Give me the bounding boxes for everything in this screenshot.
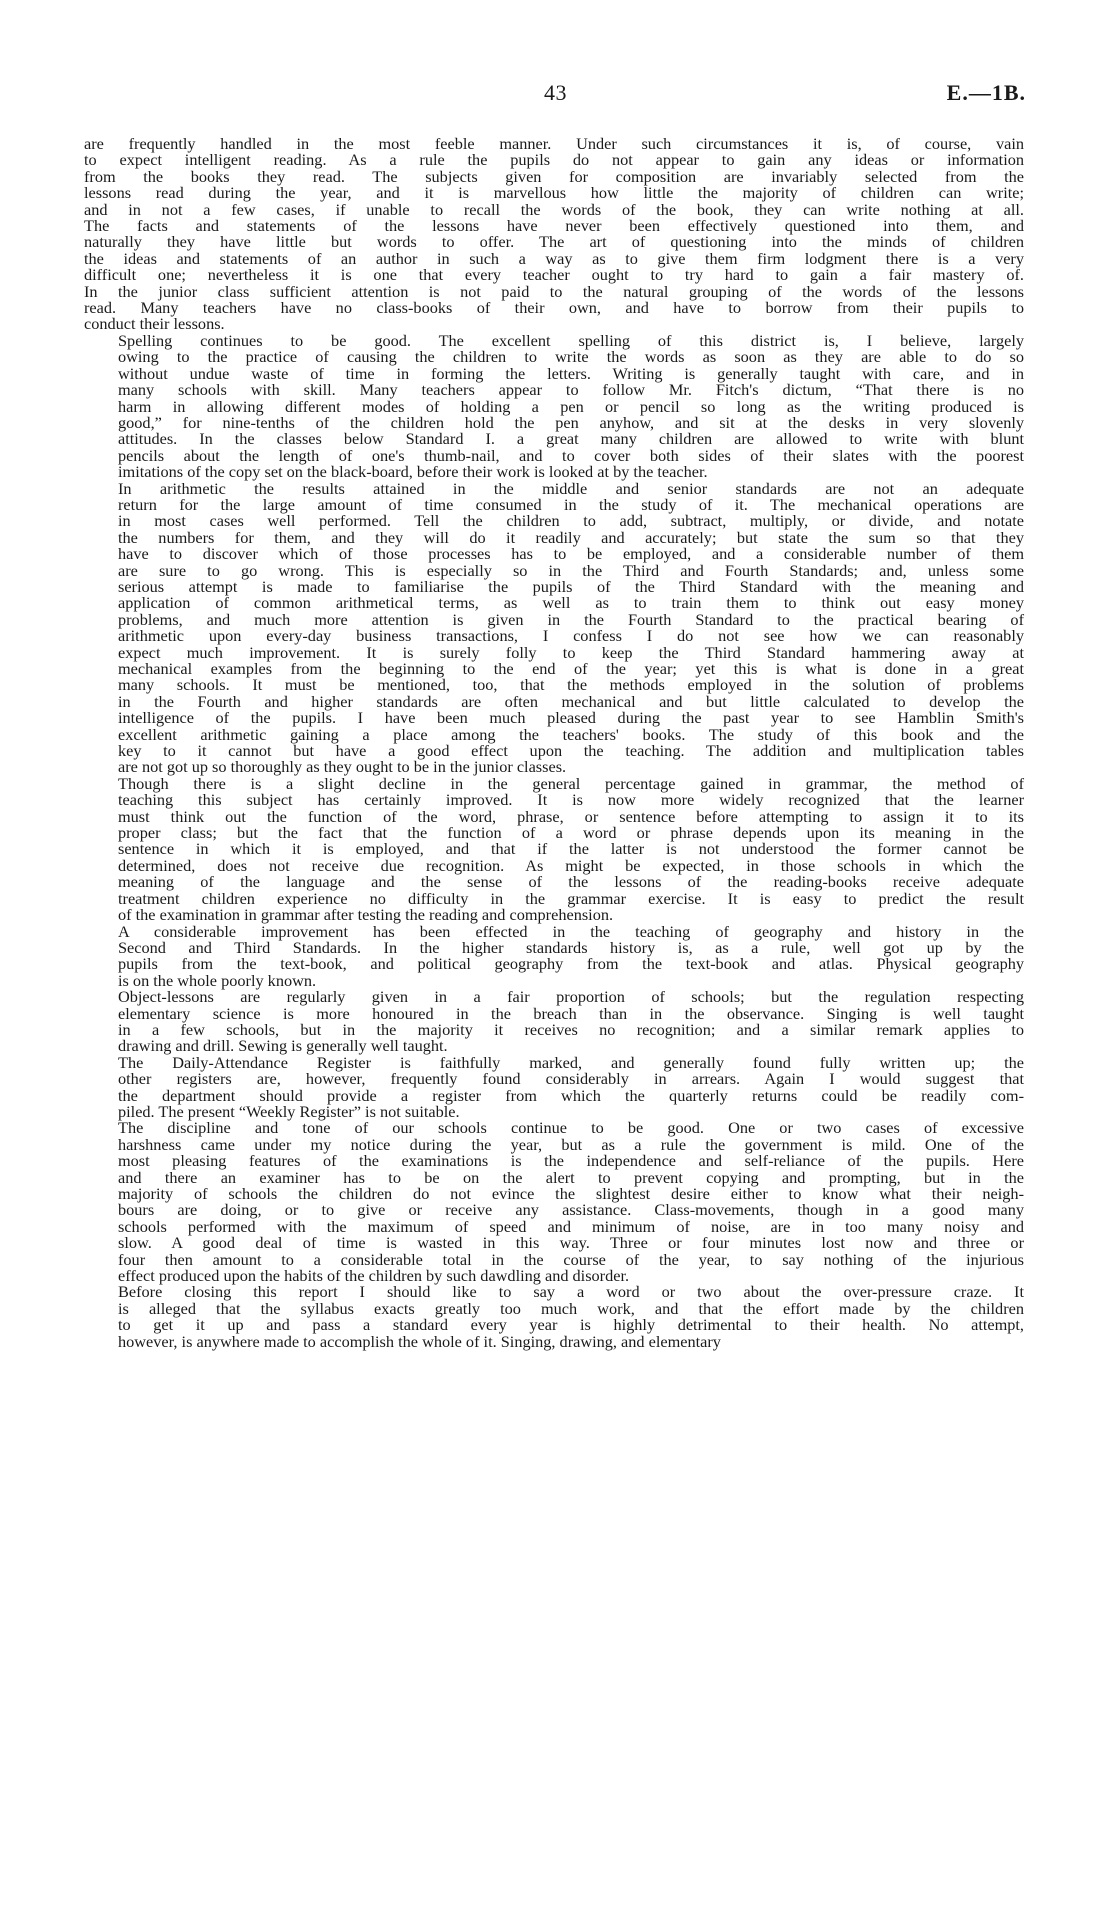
text-line: Though there is a slight decline in the general percentage gained in grammar, the method of <box>118 773 1024 793</box>
text-line: of the examination in grammar after testing the reading and comprehension. <box>118 905 614 925</box>
text-line: determined, does not receive due recognition. As might be expected, in those schools in which the <box>118 855 1024 875</box>
text-line: piled. The present “Weekly Register” is not suitable. <box>118 1101 460 1121</box>
paragraph <box>84 921 1024 990</box>
text-line: to get it up and pass a standard every year is highly detrimental to their health. No attempt, <box>118 1315 1024 1335</box>
text-line: the numbers for them, and they will do it readily and accurately; but state the sum so that they <box>118 527 1024 547</box>
paragraph <box>84 1120 1024 1284</box>
text-line: sentence in which it is employed, and that if the latter is not understood the former cannot be <box>118 839 1024 859</box>
text-line: and there an examiner has to be on the alert to prevent copying and prompting, but in the <box>118 1167 1024 1187</box>
text-line: in a few schools, but in the majority it receives no recognition; and a similar remark applies to <box>118 1019 1024 1039</box>
text-line: must think out the function of the word, phrase, or sentence before attempting to assign it to its <box>118 806 1024 826</box>
text-line: imitations of the copy set on the black-board, before their work is looked at by the teacher. <box>118 462 708 482</box>
page-header <box>0 80 1114 114</box>
text-line: excellent arithmetic gaining a place among the teachers' books. The study of this book and the <box>118 724 1024 744</box>
paragraph <box>84 330 1024 482</box>
text-line: most pleasing features of the examinations is the independence and self-reliance of the pupils. Here <box>118 1151 1024 1171</box>
text-line: is on the whole poorly known. <box>118 970 317 990</box>
text-line: key to it cannot but have a good effect upon the teaching. The addition and multiplication tables <box>118 741 1024 761</box>
text-line: in most cases well performed. Tell the children to add, subtract, multiply, or divide, and notate <box>118 511 1024 531</box>
text-line: treatment children experience no difficulty in the grammar exercise. It is easy to predict the result <box>118 888 1024 908</box>
text-line: The Daily-Attendance Register is faithfully marked, and generally found fully written up; the <box>118 1052 1024 1072</box>
text-line: the ideas and statements of an author in such a way as to give them firm lodgment there is a very <box>84 248 1024 268</box>
text-line: problems, and much more attention is given in the Fourth Standard to the practical bearing of <box>118 609 1024 629</box>
text-line: pencils about the length of one's thumb-nail, and to cover both sides of their slates with the poorest <box>118 445 1024 465</box>
text-line: The discipline and tone of our schools continue to be good. One or two cases of excessive <box>118 1118 1024 1138</box>
text-line: proper class; but the fact that the function of a word or phrase depends upon its meaning in the <box>118 823 1024 843</box>
text-line: majority of schools the children do not evince the slightest desire either to know what their neigh- <box>118 1184 1024 1203</box>
text-line: other registers are, however, frequently found considerably in arrears. Again I would suggest that <box>118 1069 1024 1089</box>
text-line: harm in allowing different modes of holding a pen or pencil so long as the writing produced is <box>118 396 1024 416</box>
text-line: are frequently handled in the most feeble manner. Under such circumstances it is, of course, vain <box>84 134 1024 153</box>
text-line: bours are doing, or to give or receive any assistance. Class-movements, though in a good many <box>118 1200 1024 1220</box>
text-line: naturally they have little but words to offer. The art of questioning into the minds of children <box>84 232 1024 252</box>
text-line: attitudes. In the classes below Standard I. a great many children are allowed to write with blunt <box>118 429 1024 449</box>
text-line: A considerable improvement has been effected in the teaching of geography and history in the <box>118 921 1024 941</box>
text-line: In the junior class sufficient attention is not paid to the natural grouping of the words of the lessons <box>84 281 1024 301</box>
text-line: and in not a few cases, if unable to recall the words of the book, they can write nothing at all. <box>84 199 1024 219</box>
text-line: elementary science is more honoured in the breach than in the observance. Singing is well taught <box>118 1003 1024 1023</box>
text-line: return for the large amount of time consumed in the study of it. The mechanical operations are <box>118 494 1024 514</box>
text-line: expect much improvement. It is surely folly to keep the Third Standard hammering away at <box>118 642 1024 662</box>
text-line: effect produced upon the habits of the children by such dawdling and disorder. <box>118 1266 630 1286</box>
text-line: the department should provide a register from which the quarterly returns could be readily com- <box>118 1085 1024 1105</box>
text-line: conduct their lessons. <box>84 314 225 334</box>
paragraph <box>84 989 1024 1055</box>
text-line: without undue waste of time in forming the letters. Writing is generally taught with care, and in <box>118 363 1024 383</box>
text-line: Object-lessons are regularly given in a fair proportion of schools; but the regulation respecting <box>118 987 1024 1007</box>
text-line: in the Fourth and higher standards are often mechanical and but little calculated to develop the <box>118 691 1024 711</box>
text-line: slow. A good deal of time is wasted in this way. Three or four minutes lost now and three or <box>118 1233 1024 1253</box>
paragraph <box>84 136 1024 333</box>
text-line: teaching this subject has certainly improved. It is now more widely recognized that the learner <box>118 790 1024 810</box>
text-line: lessons read during the year, and it is marvellous how little the majority of children can write; <box>84 183 1024 203</box>
text-line: good,” for nine-tenths of the children hold the pen anyhow, and sit at the desks in very slovenly <box>118 412 1024 432</box>
text-line: meaning of the language and the sense of the lessons of the reading-books receive adequate <box>118 872 1024 892</box>
text-line: serious attempt is made to familiarise the pupils of the Third Standard with the meaning and <box>118 576 1024 596</box>
text-line: Second and Third Standards. In the higher standards history is, as a rule, well got up by the <box>118 937 1024 957</box>
text-line: from the books they read. The subjects given for composition are invariably selected from the <box>84 166 1024 186</box>
text-line: read. Many teachers have no class-books of their own, and have to borrow from their pupils to <box>84 298 1024 318</box>
text-line: is alleged that the syllabus exacts greatly too much work, and that the effort made by the children <box>118 1298 1024 1318</box>
text-line: are sure to go wrong. This is especially so in the Third and Fourth Standards; and, unless some <box>118 560 1024 580</box>
text-line: are not got up so thoroughly as they ought to be in the junior classes. <box>118 757 567 777</box>
text-line: mechanical examples from the beginning to the end of the year; yet this is what is done in a great <box>118 659 1024 678</box>
text-line: four then amount to a considerable total in the course of the year, to say nothing of the injurious <box>118 1249 1024 1269</box>
text-line: to expect intelligent reading. As a rule the pupils do not appear to gain any ideas or information <box>84 150 1024 170</box>
text-line: schools performed with the maximum of speed and minimum of noise, are in too many noisy and <box>118 1216 1024 1236</box>
text-line: harshness came under my notice during the year, but as a rule the government is mild. One of the <box>118 1134 1024 1154</box>
text-line: Spelling continues to be good. The excellent spelling of this district is, I believe, largely <box>118 330 1024 350</box>
page-reference: E.—1B. <box>946 80 1026 105</box>
text-line: application of common arithmetical terms, as well as to train them to think out easy money <box>118 593 1024 613</box>
text-line: difficult one; nevertheless it is one that every teacher ought to try hard to gain a fair mastery of. <box>84 265 1024 285</box>
body-text <box>84 136 1024 1350</box>
paragraph <box>84 1052 1024 1121</box>
paragraph <box>84 478 1024 777</box>
text-line: pupils from the text-book, and political geography from the text-book and atlas. Physical geography <box>118 954 1024 974</box>
text-line: Before closing this report I should like to say a word or two about the over-pressure craze. It <box>118 1282 1024 1302</box>
text-line: arithmetic upon every-day business transactions, I confess I do not see how we can reasonably <box>118 626 1024 646</box>
text-line: however, is anywhere made to accomplish the whole of it. Singing, drawing, and elementary <box>118 1331 721 1351</box>
text-line: The facts and statements of the lessons have never been effectively questioned into them, and <box>84 216 1024 236</box>
text-line: drawing and drill. Sewing is generally well taught. <box>118 1036 448 1056</box>
paragraph <box>84 1284 1024 1350</box>
text-line: owing to the practice of causing the children to write the words as soon as they are able to do so <box>118 347 1024 367</box>
text-line: intelligence of the pupils. I have been much pleased during the past year to see Hamblin Smith's <box>118 708 1024 728</box>
page-number: 43 <box>544 80 567 105</box>
text-line: many schools. It must be mentioned, too, that the methods employed in the solution of problems <box>118 675 1024 695</box>
paragraph <box>84 773 1024 925</box>
text-line: many schools with skill. Many teachers appear to follow Mr. Fitch's dictum, “That there is no <box>118 380 1024 400</box>
text-line: In arithmetic the results attained in the middle and senior standards are not an adequate <box>118 478 1024 498</box>
text-line: have to discover which of those processes has to be employed, and a considerable number of them <box>118 544 1024 564</box>
